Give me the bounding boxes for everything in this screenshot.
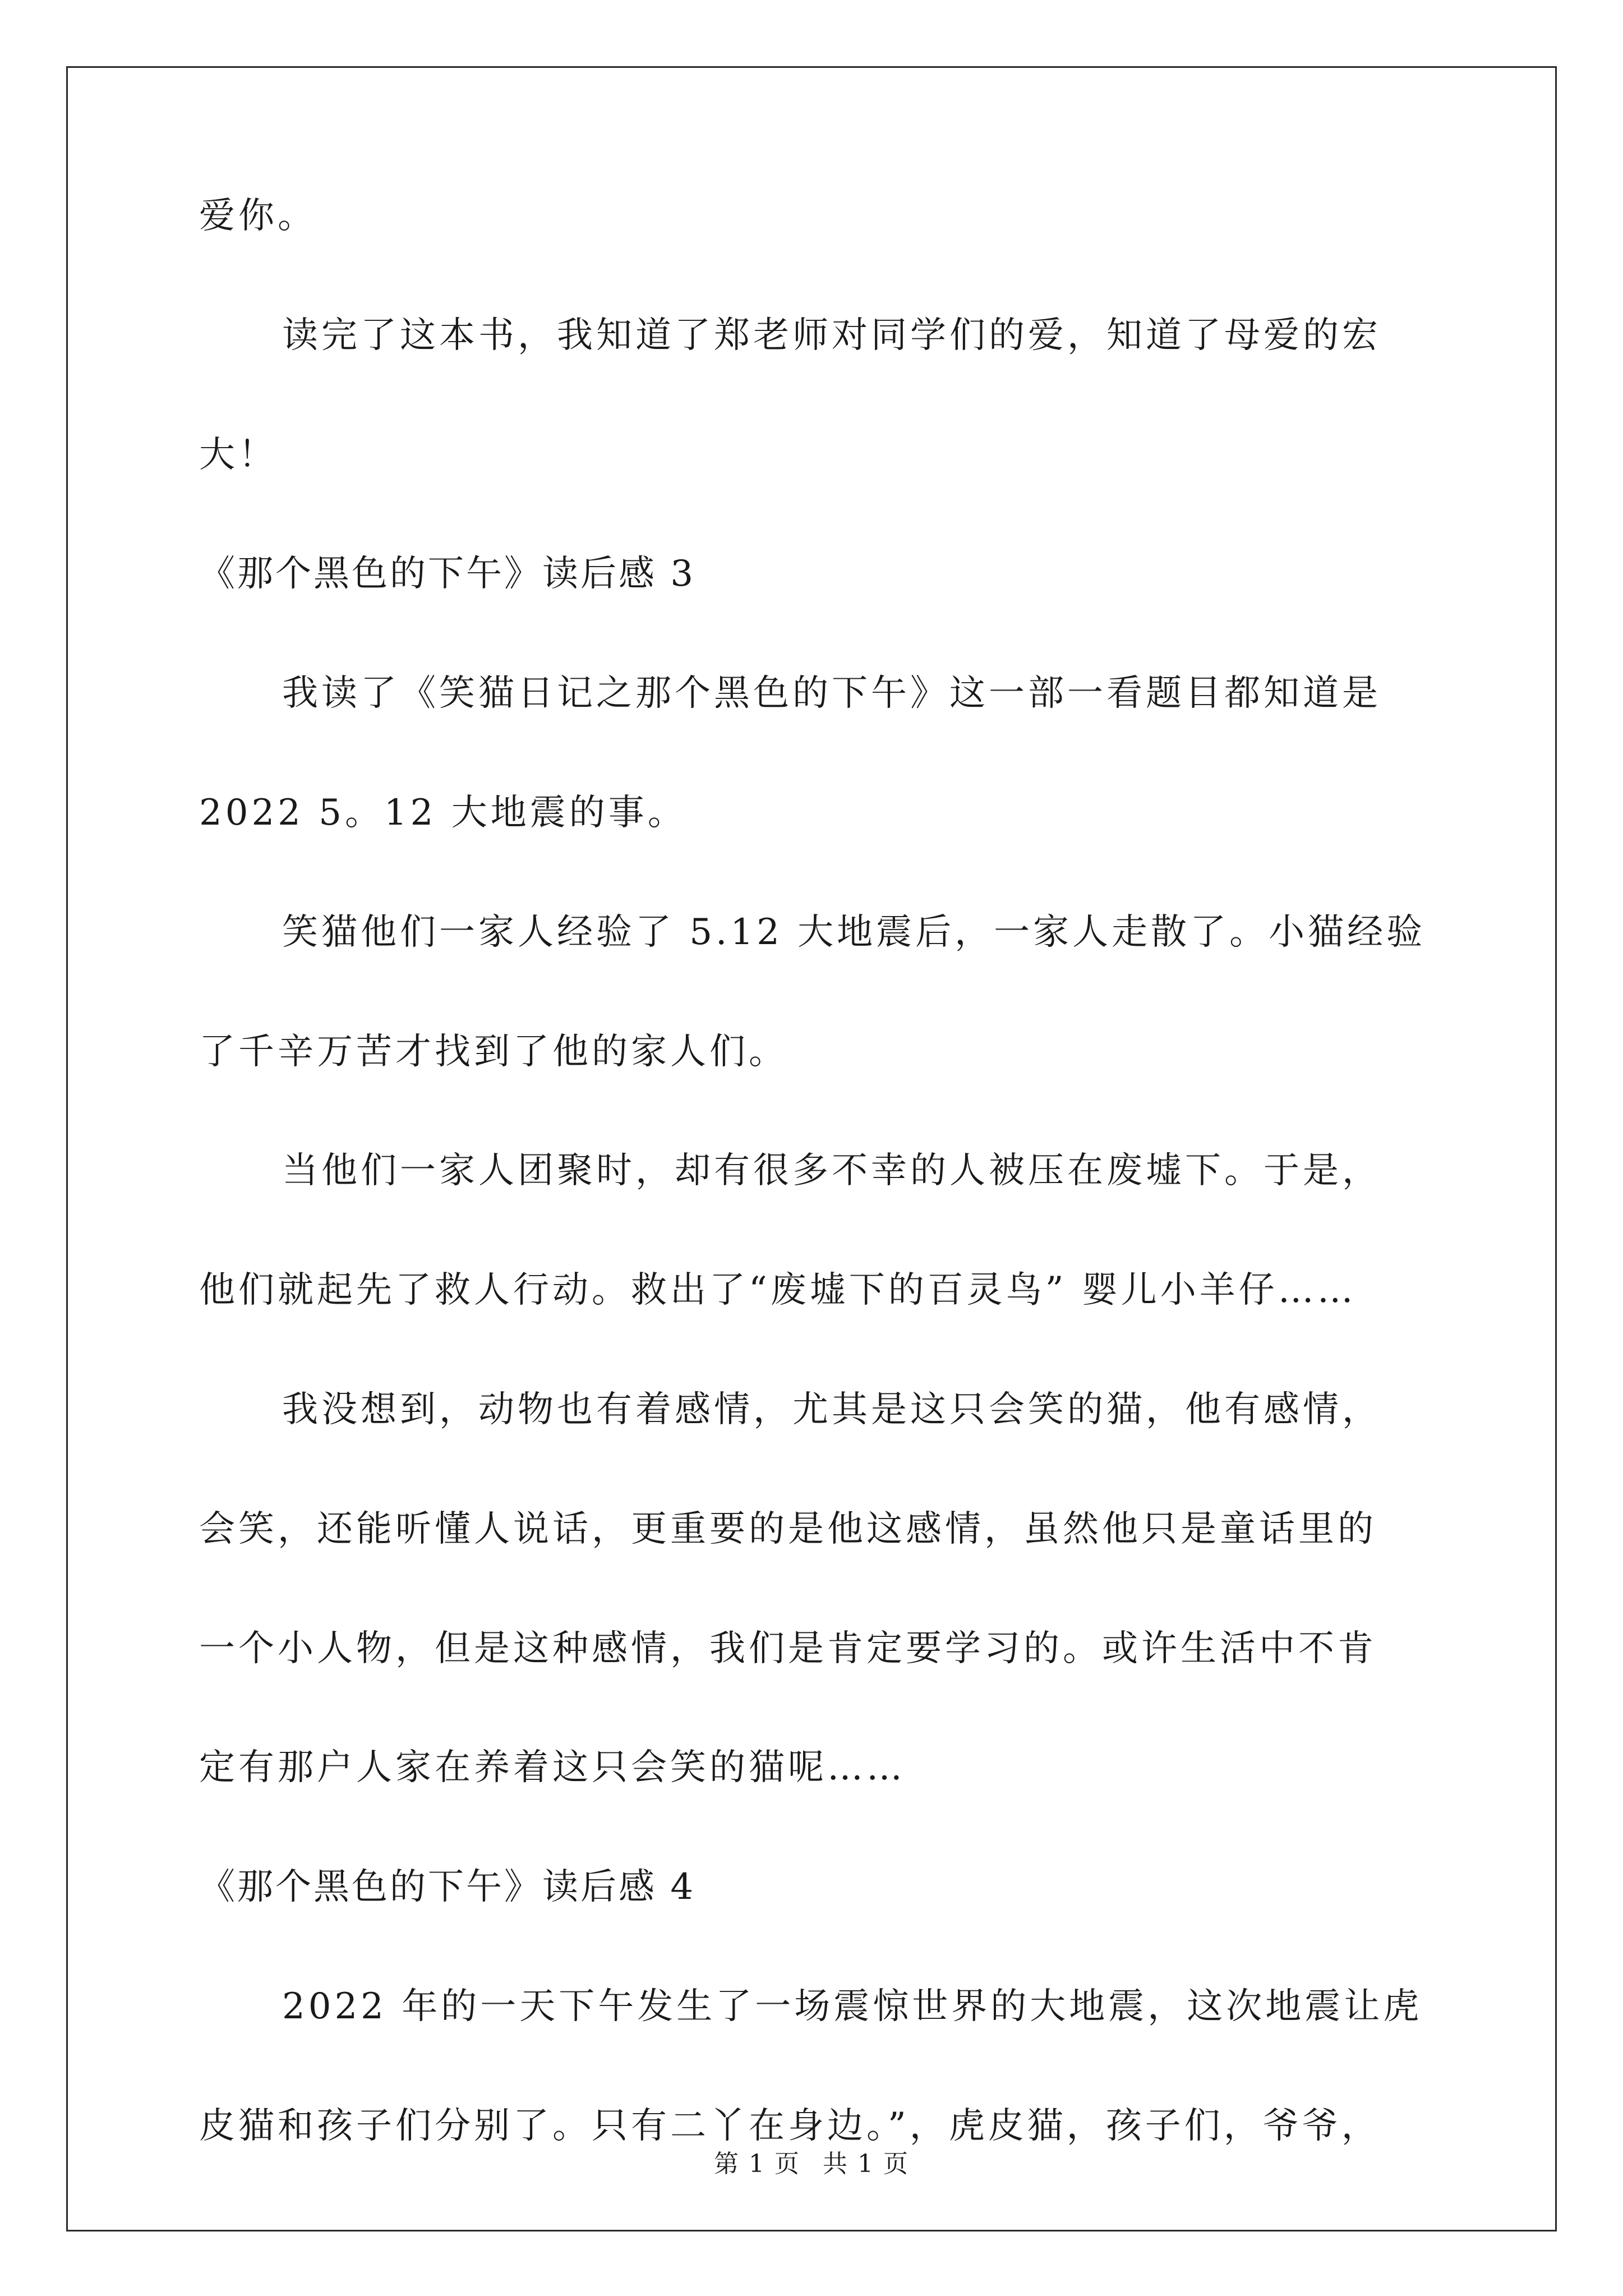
section-heading: 《那个黑色的下午》读后感 3	[199, 553, 696, 595]
paragraph-line: 2022 年的一天下午发生了一场震惊世界的大地震，这次地震让虎	[282, 1986, 1423, 2027]
page-total: 共 1 页	[823, 2150, 909, 2178]
page-footer	[0, 2148, 1623, 2180]
paragraph-line: 大！	[199, 434, 278, 476]
paragraph-line: 他们就起先了救人行动。救出了“废墟下的百灵鸟” 婴儿小羊仔……	[199, 1269, 1357, 1311]
paragraph-line: 笑猫他们一家人经验了 5.12 大地震后，一家人走散了。小猫经验	[282, 912, 1426, 953]
paragraph-line: 定有那户人家在养着这只会笑的猫呢……	[199, 1747, 906, 1788]
paragraph-line: 了千辛万苦才找到了他的家人们。	[199, 1031, 788, 1073]
paragraph-line: 一个小人物，但是这种感情，我们是肯定要学习的。或许生活中不肯	[199, 1628, 1377, 1669]
section-heading: 《那个黑色的下午》读后感 4	[199, 1866, 696, 1908]
paragraph-line: 我读了《笑猫日记之那个黑色的下午》这一部一看题目都知道是	[282, 673, 1381, 714]
paragraph-line: 当他们一家人团聚时，却有很多不幸的人被压在废墟下。于是，	[282, 1150, 1381, 1191]
paragraph-line: 2022 5。12 大地震的事。	[199, 792, 687, 834]
paragraph-line: 会笑，还能听懂人说话，更重要的是他这感情，虽然他只是童话里的	[199, 1508, 1377, 1550]
paragraph-line: 我没想到，动物也有着感情，尤其是这只会笑的猫，他有感情，	[282, 1389, 1381, 1430]
paragraph-line: 爱你。	[199, 195, 317, 237]
paragraph-line: 皮猫和孩子们分别了。只有二丫在身边。”，虎皮猫，孩子们，爷爷，	[199, 2105, 1381, 2147]
page-number: 第 1 页	[714, 2150, 800, 2178]
paragraph-line: 读完了这本书，我知道了郑老师对同学们的爱，知道了母爱的宏	[282, 315, 1381, 356]
